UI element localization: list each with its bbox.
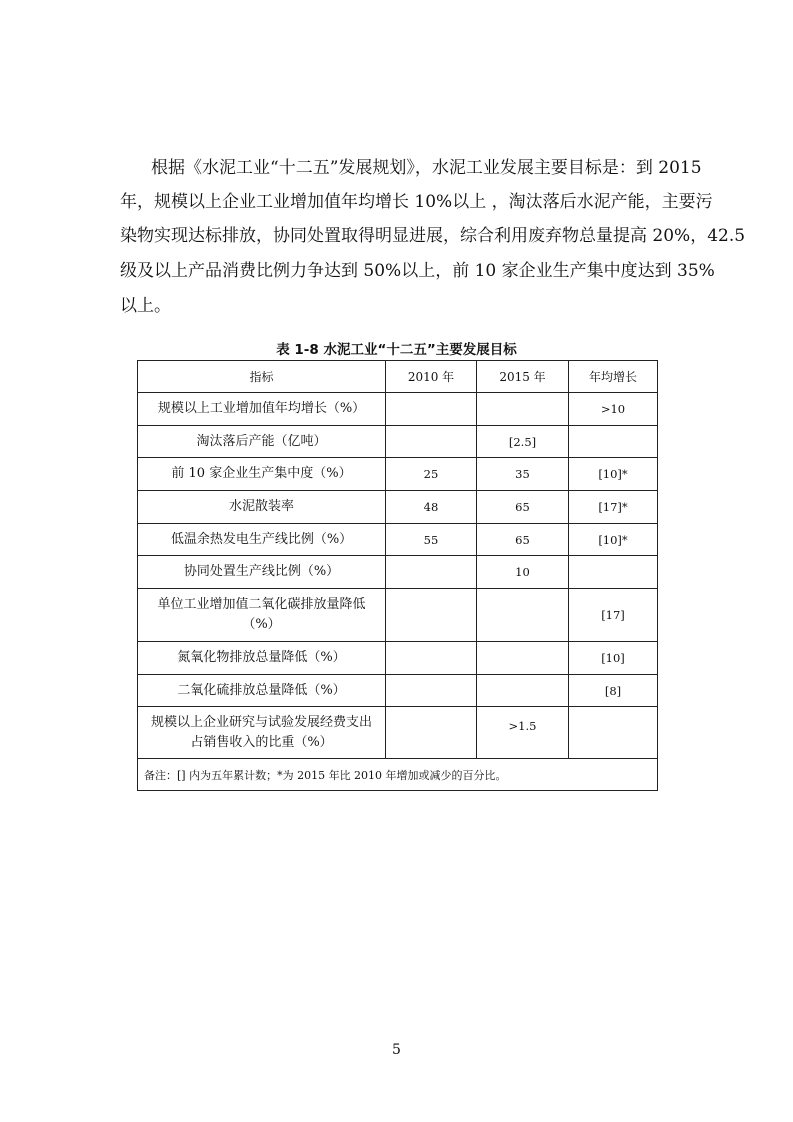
table-header-row <box>138 361 658 393</box>
paragraph-line-4: 级及以上产品消费比例力争达到 50%以上，前 10 家企业生产集中度达到 35% <box>120 261 715 281</box>
growth-cell: >10 <box>569 393 658 426</box>
table-row <box>138 491 658 524</box>
value-2015-cell: 65 <box>477 491 569 524</box>
indicator-cell: 协同处置生产线比例（%） <box>138 556 386 589</box>
header-2015: 2015 年 <box>477 361 569 393</box>
table-row <box>138 707 658 759</box>
value-2010-cell <box>386 707 477 759</box>
header-indicator: 指标 <box>138 361 386 393</box>
value-2010-cell <box>386 589 477 642</box>
growth-cell: [10]* <box>569 524 658 556</box>
growth-cell <box>569 426 658 458</box>
indicator-cell: 单位工业增加值二氧化碳排放量降低（%） <box>138 589 386 642</box>
value-2015-cell: 10 <box>477 556 569 589</box>
indicator-cell: 规模以上工业增加值年均增长（%） <box>138 393 386 426</box>
table-note-row <box>138 759 658 791</box>
value-2015-cell <box>477 642 569 675</box>
table-row <box>138 426 658 458</box>
table-caption: 表 1-8 水泥工业“十二五”主要发展目标 <box>276 342 517 358</box>
paragraph-line-2: 年，规模以上企业工业增加值年均增长 10%以上 ，淘汰落后水泥产能，主要污 <box>120 192 713 212</box>
value-2010-cell <box>386 675 477 707</box>
value-2015-cell: 35 <box>477 458 569 491</box>
table-row <box>138 675 658 707</box>
indicator-cell: 氮氧化物排放总量降低（%） <box>138 642 386 675</box>
indicator-cell: 规模以上企业研究与试验发展经费支出占销售收入的比重（%） <box>138 707 386 759</box>
value-2010-cell <box>386 426 477 458</box>
growth-cell: [8] <box>569 675 658 707</box>
value-2010-cell: 25 <box>386 458 477 491</box>
table-row <box>138 524 658 556</box>
value-2015-cell <box>477 675 569 707</box>
table-row <box>138 556 658 589</box>
growth-cell: [10]* <box>569 458 658 491</box>
value-2010-cell: 48 <box>386 491 477 524</box>
indicator-cell: 淘汰落后产能（亿吨） <box>138 426 386 458</box>
table-row <box>138 642 658 675</box>
indicator-cell: 二氧化硫排放总量降低（%） <box>138 675 386 707</box>
table-row <box>138 589 658 642</box>
indicator-cell: 水泥散装率 <box>138 491 386 524</box>
value-2015-cell: 65 <box>477 524 569 556</box>
value-2015-cell: >1.5 <box>477 707 569 759</box>
paragraph-line-5: 以上。 <box>120 296 171 316</box>
growth-cell: [10] <box>569 642 658 675</box>
value-2015-cell: [2.5] <box>477 426 569 458</box>
growth-cell <box>569 556 658 589</box>
table-row <box>138 458 658 491</box>
growth-cell: [17]* <box>569 491 658 524</box>
value-2010-cell: 55 <box>386 524 477 556</box>
table-row <box>138 393 658 426</box>
header-annual-growth: 年均增长 <box>569 361 658 393</box>
development-targets-table <box>137 360 658 791</box>
value-2010-cell <box>386 393 477 426</box>
table-note: 备注：[] 内为五年累计数；*为 2015 年比 2010 年增加或减少的百分比。 <box>138 759 658 791</box>
value-2015-cell <box>477 589 569 642</box>
growth-cell <box>569 707 658 759</box>
value-2010-cell <box>386 556 477 589</box>
growth-cell: [17] <box>569 589 658 642</box>
value-2015-cell <box>477 393 569 426</box>
page-number: 5 <box>392 1042 401 1058</box>
value-2010-cell <box>386 642 477 675</box>
indicator-cell: 低温余热发电生产线比例（%） <box>138 524 386 556</box>
header-2010: 2010 年 <box>386 361 477 393</box>
indicator-cell: 前 10 家企业生产集中度（%） <box>138 458 386 491</box>
paragraph-line-3: 染物实现达标排放，协同处置取得明显进展，综合利用废弃物总量提高 20%，42.5 <box>120 226 746 246</box>
paragraph-line-1: 根据《水泥工业“十二五”发展规划》，水泥工业发展主要目标是：到 2015 <box>151 158 702 178</box>
